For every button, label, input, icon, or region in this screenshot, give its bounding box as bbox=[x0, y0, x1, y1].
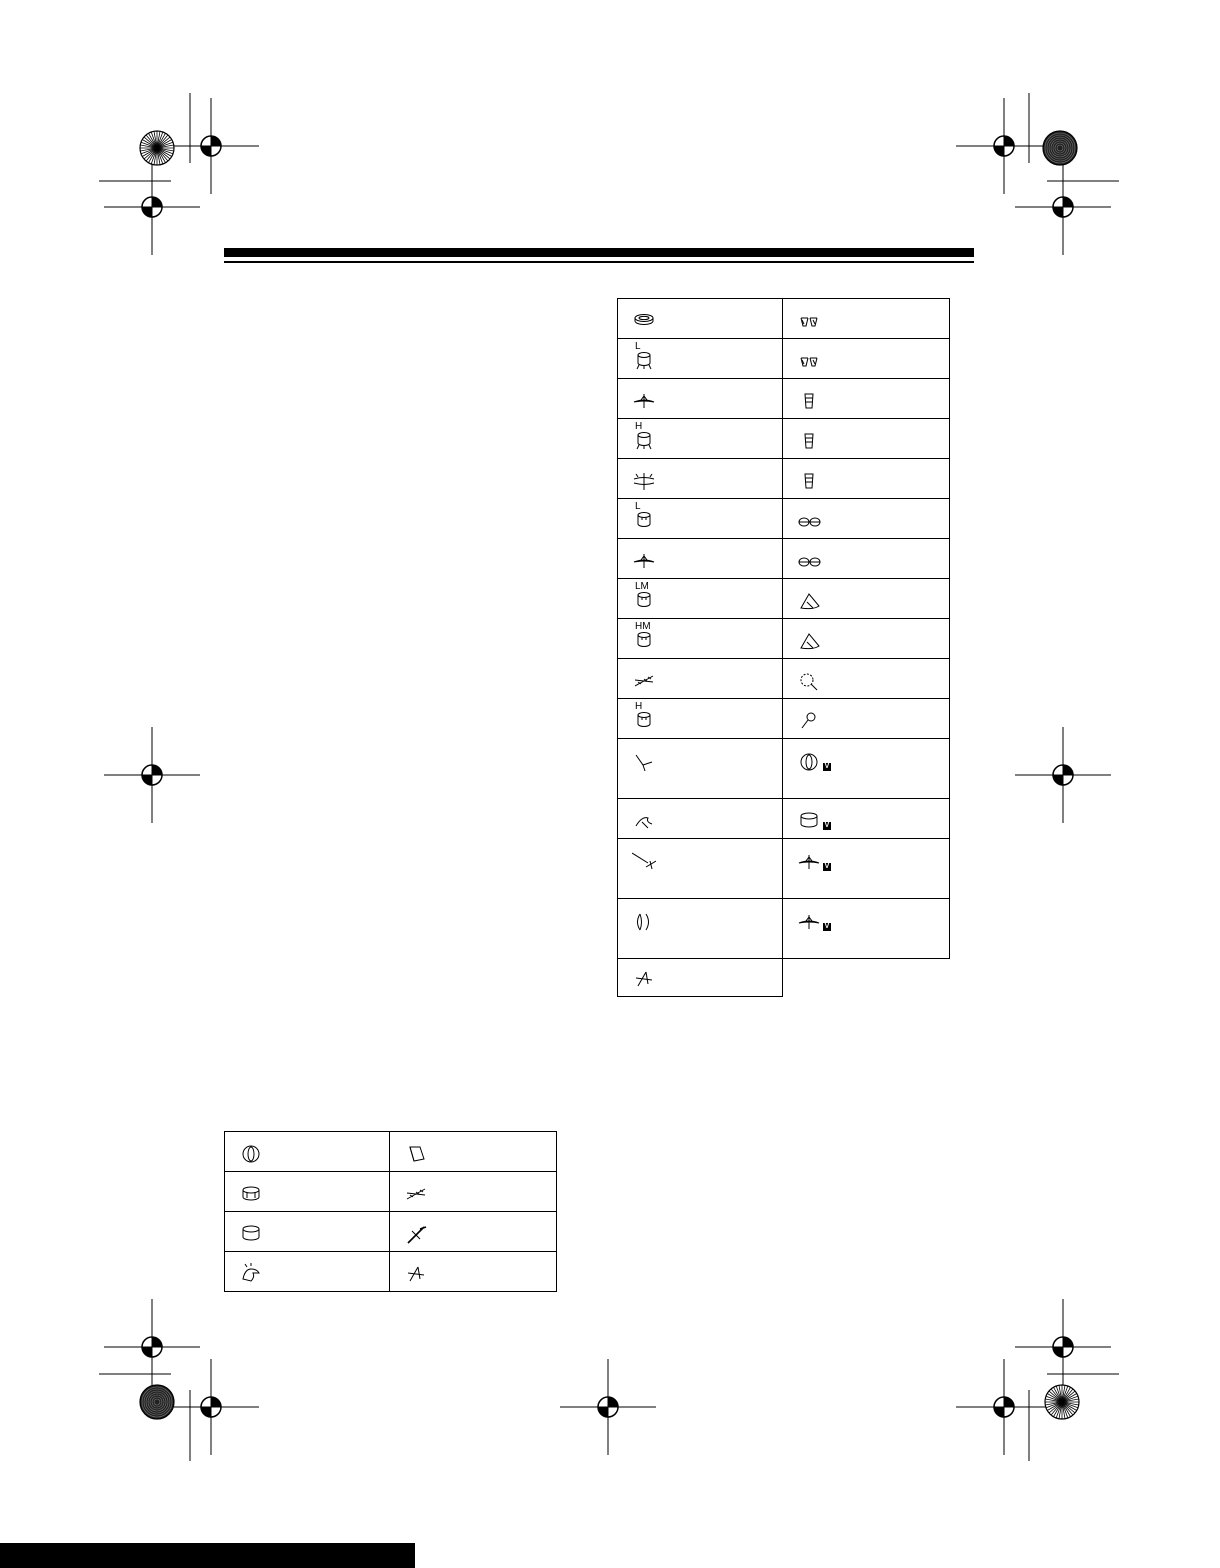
table-cell-right bbox=[390, 1212, 557, 1252]
hand-clap-icon bbox=[239, 1263, 263, 1285]
registration-mark-right-upper bbox=[1013, 157, 1113, 257]
drum-register-letter: H bbox=[635, 701, 643, 712]
table-row bbox=[618, 899, 950, 959]
color-target-top-left bbox=[137, 128, 177, 168]
table-cell-right bbox=[783, 799, 950, 839]
table-cell-right bbox=[783, 339, 950, 379]
table-row bbox=[225, 1132, 557, 1172]
table-cell-right bbox=[783, 619, 950, 659]
drum-icon-table-right bbox=[617, 298, 950, 997]
table-cell-left bbox=[618, 899, 783, 959]
bass-drum-icon bbox=[239, 1143, 263, 1165]
drum-register-letter: L bbox=[635, 501, 641, 512]
hihat-closed-icon bbox=[632, 390, 656, 412]
cowbell-icon bbox=[404, 1143, 428, 1165]
tom-icon bbox=[632, 710, 656, 732]
table-cell-left bbox=[225, 1252, 390, 1292]
table-cell-left bbox=[618, 339, 783, 379]
china-cymbal-icon bbox=[632, 810, 656, 832]
table-row bbox=[618, 499, 950, 539]
trim-line bbox=[189, 1389, 191, 1462]
table-row bbox=[618, 579, 950, 619]
variation-badge: V bbox=[824, 822, 830, 829]
table-cell-right bbox=[783, 659, 950, 699]
bass-drum-v-icon bbox=[797, 751, 821, 773]
table-cell-left bbox=[618, 459, 783, 499]
conga-mute-icon bbox=[797, 390, 821, 412]
table-cell-right bbox=[783, 739, 950, 799]
table-cell-right bbox=[783, 379, 950, 419]
table-cell-right bbox=[783, 459, 950, 499]
trim-line bbox=[98, 1373, 172, 1375]
splash-small-icon bbox=[404, 1263, 428, 1285]
table-cell-right bbox=[783, 579, 950, 619]
table-cell-right bbox=[783, 959, 950, 997]
conga-low-icon bbox=[797, 470, 821, 492]
trim-line bbox=[1028, 1389, 1030, 1462]
hihat-pedal-icon bbox=[632, 550, 656, 572]
table-cell-left bbox=[618, 839, 783, 899]
table-row bbox=[618, 739, 950, 799]
color-target-bottom-left bbox=[137, 1382, 177, 1422]
snare-rim-icon bbox=[239, 1223, 263, 1245]
table-cell-left bbox=[618, 659, 783, 699]
table-row bbox=[618, 659, 950, 699]
registration-mark-bottom-right bbox=[954, 1357, 1054, 1457]
tambourine-icon bbox=[797, 670, 821, 692]
table-cell-left bbox=[618, 499, 783, 539]
tom-icon bbox=[632, 630, 656, 652]
table-row bbox=[225, 1172, 557, 1212]
drum-register-letter: H bbox=[635, 421, 643, 432]
table-cell-right bbox=[783, 699, 950, 739]
table-cell-left bbox=[618, 579, 783, 619]
table-cell-left bbox=[618, 739, 783, 799]
table-cell-left bbox=[618, 379, 783, 419]
table-row bbox=[225, 1252, 557, 1292]
maracas-icon bbox=[797, 710, 821, 732]
table-cell-left bbox=[618, 419, 783, 459]
header-rule-thin bbox=[224, 261, 974, 263]
tambourine-ring-icon bbox=[632, 911, 656, 933]
table-row bbox=[618, 419, 950, 459]
table-row bbox=[618, 379, 950, 419]
table-cell-left bbox=[618, 299, 783, 339]
table-cell-right bbox=[390, 1132, 557, 1172]
stick-click-icon bbox=[404, 1223, 428, 1245]
table-cell-right bbox=[783, 899, 950, 959]
bass-drum-small-icon bbox=[632, 310, 656, 332]
floor-tom-icon bbox=[632, 350, 656, 372]
crash-cymbal-icon bbox=[632, 670, 656, 692]
table-cell-right bbox=[783, 499, 950, 539]
header-rule-thick bbox=[224, 248, 974, 257]
ride-bell-icon bbox=[632, 851, 656, 873]
crash-small-icon bbox=[404, 1183, 428, 1205]
table-cell-left bbox=[225, 1132, 390, 1172]
hihat-v-icon bbox=[797, 851, 821, 873]
table-row bbox=[618, 339, 950, 379]
variation-badge: V bbox=[824, 863, 830, 870]
hihat-open-v-icon bbox=[797, 911, 821, 933]
bongo-high-icon bbox=[797, 510, 821, 532]
table-cell-right bbox=[783, 539, 950, 579]
drum-register-letter: HM bbox=[635, 621, 651, 632]
splash-cymbal-icon bbox=[632, 968, 656, 990]
trim-line bbox=[1046, 1373, 1120, 1375]
table-cell-right bbox=[783, 419, 950, 459]
snare-icon bbox=[239, 1183, 263, 1205]
table-row bbox=[618, 959, 950, 997]
table-row bbox=[618, 839, 950, 899]
color-target-top-right bbox=[1040, 128, 1080, 168]
bongo-low-icon bbox=[797, 550, 821, 572]
table-cell-left bbox=[225, 1212, 390, 1252]
ride-cymbal-icon bbox=[632, 751, 656, 773]
table-cell-right bbox=[783, 299, 950, 339]
drum-register-letter: L bbox=[635, 341, 641, 352]
footer-bar bbox=[0, 1543, 415, 1568]
drum-icon-table-left bbox=[224, 1131, 557, 1292]
tom-icon bbox=[632, 590, 656, 612]
hihat-open-icon bbox=[632, 470, 656, 492]
conga-open-icon bbox=[797, 430, 821, 452]
table-row bbox=[618, 699, 950, 739]
tom-icon bbox=[632, 510, 656, 532]
trim-line bbox=[189, 92, 191, 164]
table-cell-right bbox=[390, 1172, 557, 1212]
table-cell-left bbox=[618, 959, 783, 997]
table-row bbox=[618, 299, 950, 339]
floor-tom-icon bbox=[632, 430, 656, 452]
variation-badge: V bbox=[824, 923, 830, 930]
trim-line bbox=[1046, 180, 1120, 182]
table-row bbox=[618, 799, 950, 839]
trim-line bbox=[1028, 92, 1030, 164]
table-cell-right bbox=[783, 839, 950, 899]
variation-badge: V bbox=[824, 763, 830, 770]
registration-mark-bottom-center bbox=[558, 1357, 658, 1457]
table-cell-right bbox=[390, 1252, 557, 1292]
timbales-low-icon bbox=[797, 350, 821, 372]
color-target-bottom-right bbox=[1042, 1382, 1082, 1422]
agogo-high-icon bbox=[797, 590, 821, 612]
registration-mark-right-middle bbox=[1013, 725, 1113, 825]
agogo-low-icon bbox=[797, 630, 821, 652]
table-cell-left bbox=[618, 539, 783, 579]
table-row bbox=[618, 459, 950, 499]
registration-mark-left-middle bbox=[102, 725, 202, 825]
table-cell-left bbox=[225, 1172, 390, 1212]
table-row bbox=[225, 1212, 557, 1252]
trim-line bbox=[98, 180, 172, 182]
table-cell-left bbox=[618, 799, 783, 839]
table-row bbox=[618, 539, 950, 579]
drum-register-letter: LM bbox=[635, 581, 649, 592]
snare-v-icon bbox=[797, 810, 821, 832]
table-cell-left bbox=[618, 619, 783, 659]
registration-mark-left-upper bbox=[102, 157, 202, 257]
timbales-high-icon bbox=[797, 310, 821, 332]
table-cell-left bbox=[618, 699, 783, 739]
table-row bbox=[618, 619, 950, 659]
